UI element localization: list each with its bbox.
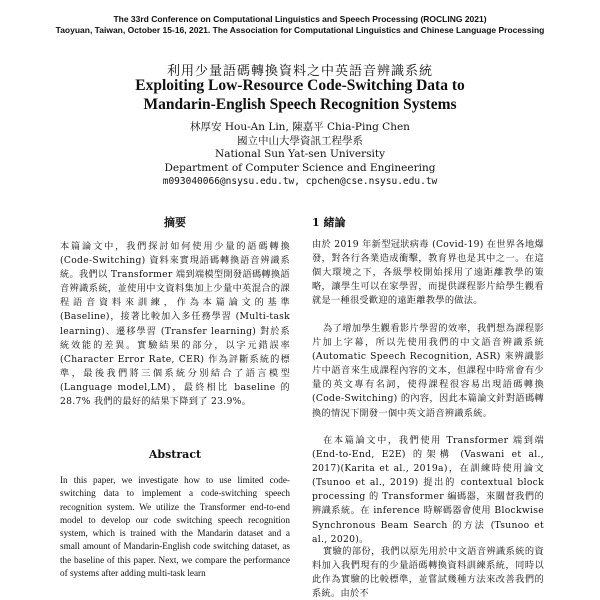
author-block [0, 121, 600, 189]
abstract-en-heading: Abstract [148, 448, 202, 461]
section-1-paragraph-2: 為了增加學生觀看影片學習的效率，我們想為課程影片加上字幕，所以先使用我們的中文語音辨識系統 (Automatic Speech Recognition, ASR) 來辨識影片中語音來生成課程內容的文本，但課程中時常會有少量的英文專有名詞，使得課程很容易出現語碼轉換 (Code-Switching) 的內容，因此本篇論文針對語碼轉換的情況下開發一個中英文語音辨識系統。 [312, 323, 544, 419]
section-1-paragraph-1: 由於 2019 年新型冠狀病毒 (Covid-19) 在世界各地爆發，對各行各業造成衝擊，教育界也是其中之一。在這個大環境之下，各級學校開始採用了遠距離教學的策略，讓學生可以在家學習，而提供課程影片給學生觀看就是一種很受歡迎的遠距離教學的做法。 [312, 239, 544, 307]
section-1-paragraph-4: 實驗的部份，我們以原先用於中文語音辨識系統的資料加入我們現有的少量語碼轉換資料訓練系統，同時以此作為實驗的比較標準，並嘗試幾種方法來改善我們的系統。由於不 [312, 546, 544, 600]
author-names: 林厚安 Hou-An Lin, 陳嘉平 Chia-Ping Chen [190, 121, 410, 133]
title-english [0, 76, 600, 114]
affiliation-department: Department of Computer Science and Engineering [164, 161, 436, 174]
affiliation-university: National Sun Yat-sen University [215, 148, 385, 160]
conference-header [0, 14, 600, 35]
section-1-paragraph-3: 在本篇論文中，我們使用 Transformer 端到端 (End-to-End, E2E) 的架構 (Vaswani et al., 2017)(Karita et al., 2019a)，在訓練時使用論文 (Tsunoo et al., 2019) 提出的 contextual block processing 的 Transformer 編碼器，來關督我們的辨識系統。在 inference 時解碼器會使用 Blockwise Synchronous Beam Search 的方法 (Tsunoo et al., 2020)。 [312, 435, 544, 545]
section-1-heading: 1 緒論 [312, 216, 346, 229]
title-chinese: 利用少量語碼轉換資料之中英語音辨識系統 [166, 64, 433, 79]
abstract-en-text: In this paper, we investigate how to use limited code-switching data to implement a code-switching speech recognition system. We utilize the Transformer end-to-end model to develop our code switching speech recognition system, which is trained with the Mandarin dataset and a small amount of Mandarin-English code switching dataset, as the baseline of this paper. Next, we compare the performance of systems after adding multi-task learn [60, 475, 290, 579]
author-emails: m093040066@nsysu.edu.tw, cpchen@cse.nsysu.edu.tw [162, 176, 438, 187]
conference-line-2: Taoyuan, Taiwan, October 15-16, 2021. The Association for Computational Linguistics and Chinese Language Processing [55, 24, 545, 35]
conference-line-1: The 33rd Conference on Computational Linguistics and Speech Processing (ROCLING 2021) [113, 14, 487, 24]
title-english-line-2: Mandarin-English Speech Recognition Systems [143, 96, 457, 113]
abstract-zh-heading: 摘要 [164, 216, 186, 229]
abstract-zh-text: 本篇論文中，我們探討如何使用少量的語碼轉換 (Code-Switching) 資料來實現語碼轉換語音辨識系統。我們以 Transformer 端到端模型開發語碼轉換語音辨識系統，並使用中文資料集加上少量中英混合的課程語音資料來訓練，作為本篇論文的基準 (Baseline)，接著比較加入多任務學習 (Multi-task learning)、遷移學習 (Transfer learning) 對於系統效能的差異。實驗結果的部分，以字元錯誤率 (Character Error Rate, CER) 作為評斷系統的標準，最後我們將三個系統分別結合了語言模型 (Language model,LM)，最終相比 baseline 的 28.7% 我們的最好的結果下降到了 23.9%。 [60, 241, 290, 408]
affiliation-chinese: 國立中山大學資訊工程學系 [237, 134, 363, 147]
title-english-line-1: Exploiting Low-Resource Code-Switching Data to [135, 77, 465, 94]
